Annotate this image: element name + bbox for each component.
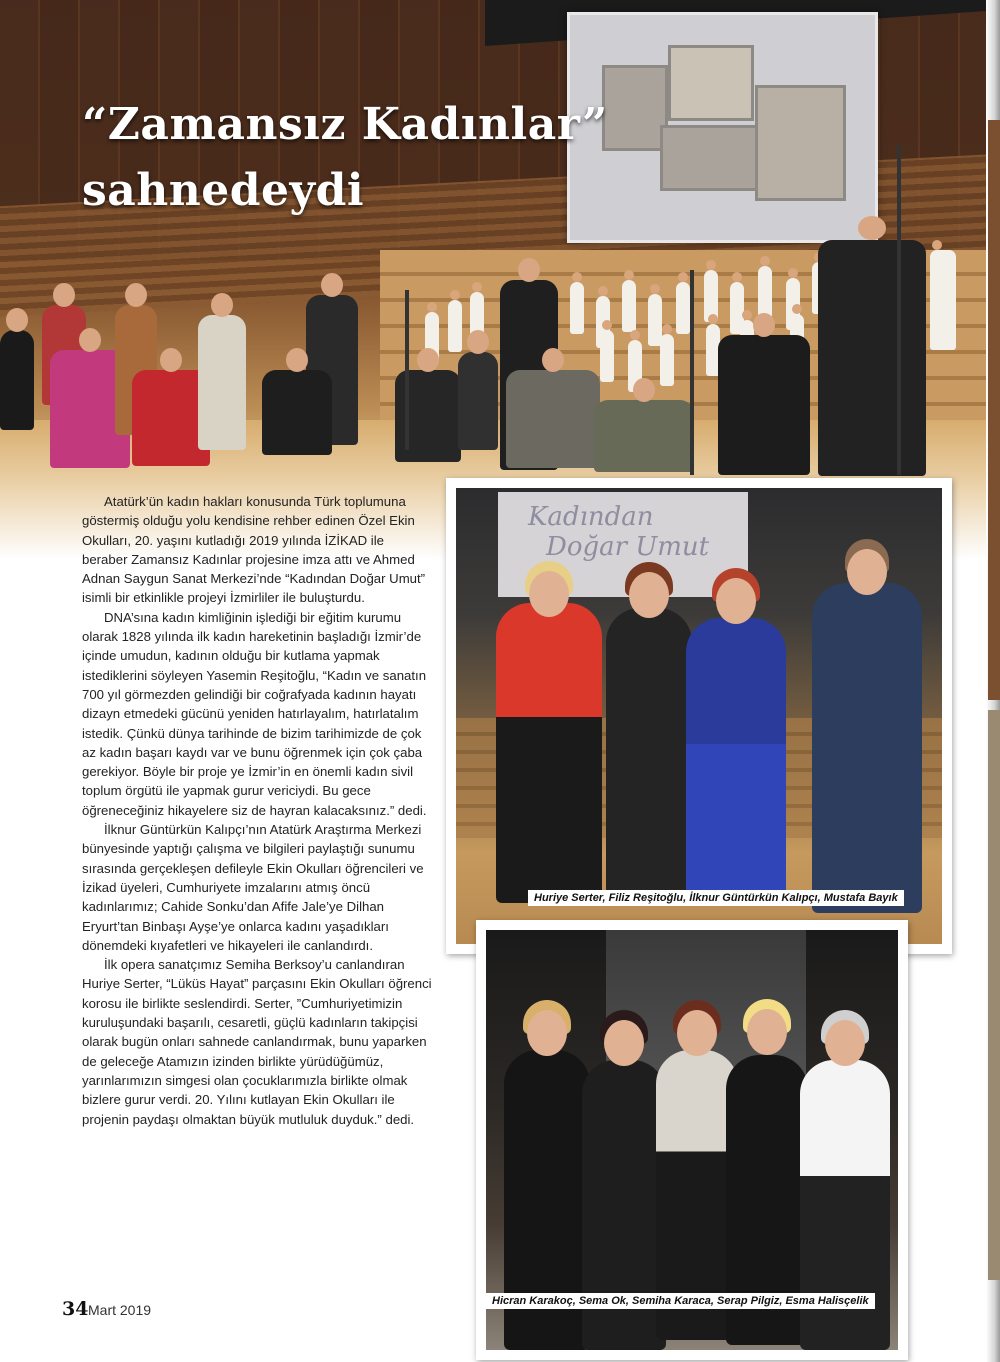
award-photo bbox=[446, 478, 952, 954]
page-number: 34 bbox=[62, 1298, 89, 1320]
mic-stand bbox=[897, 145, 901, 475]
title-line-1: “Zamansız Kadınlar” bbox=[82, 99, 608, 150]
article-paragraph: DNA’sına kadın kimliğinin işlediği bir eğitim kurumu olarak 1828 yılında ilk kadın hareketinin başladığı İzmir’de içinde umudun, kadının olduğu bir kutlama yapmak istediklerini söyleyen Yasemin Reşitoğlu, “Kadın ve sanatın 700 yıl görmezden gelindiği bir coğrafyada kadının hayatı dizayn etmedeki gücünü yeniden hatırlayalım, hatırlatalım istedik. Çünkü dünya tarihinde de bizim tarihimizde de çok az kadın başarı kaydı var ve bunu öğrenmek için çok çaba gerekiyor. Böyle bir proje ye İzmir’in en önemli kadın sivil toplum örgütü ile yapmak gurur vericiydi. Bu gece öğreneceğiniz hikayelere siz de hayran kalacaksınız.” dedi. bbox=[82, 609, 427, 818]
article-paragraph: İlk opera sanatçımız Semiha Berksoy’u canlandıran Huriye Serter, “Lüküs Hayat” parçasını Ekin Okulları öğrenci korosu ile birlikte seslendirdi. Serter, ”Cumhuriyetimizin kuruluşundaki başarılı, cesaretli, güçlü kadınların takipçisi olarak bugün onları sahnede canlandırmak, bunu yaparken de geleceğe Atamızın izinden birlikte yürüdüğümüz, yarınlarımızın simgesi olan çocuklarımızla birlikte olmak bizlere gurur verdi. 20. Yılını kutlayan Ekin Okulları ile projenin paydaşı olmaktan büyük mutluluk duyduk.” dedi. bbox=[82, 957, 432, 1127]
person bbox=[606, 608, 692, 898]
person bbox=[812, 583, 922, 913]
article-paragraph: Atatürk’ün kadın hakları konusunda Türk toplumuna göstermiş olduğu yolu kendisine rehber edinen Özel Ekin Okulları, 20. yaşını kutladığı 2019 yılında İZİKAD ile beraber Zamansız Kadınlar projesine imza attı ve Ahmed Adnan Saygun Sanat Merkezi’nde “Kadından Doğar Umut” isimli bir etkinlikle projeyi İzmirliler ile buluşturdu. bbox=[82, 494, 426, 606]
banner-text: Kadından Doğar Umut bbox=[528, 502, 710, 562]
person bbox=[496, 603, 602, 903]
mic-stand bbox=[690, 270, 694, 475]
mic-stand bbox=[405, 290, 409, 450]
title-line-2: sahnedeydi bbox=[82, 165, 365, 216]
page-title bbox=[82, 92, 608, 224]
article-paragraph: İlknur Güntürkün Kalıpçı’nın Atatürk Araştırma Merkezi bünyesinde yaptığı çalışma ve bilgileri paylaştığı sunumu sırasında gerçekleşen defileyle Ekin Okulları öğrencileri ve İzikad üyeleri, Cumhuriyete imzalarını atmış öncü kadınlarımız; Cahide Sonku’dan Afife Jale’ye Dilhan Eryurt’tan Binbaşı Ayşe’ye onlarca kadını yaşadıkları dönemdeki kıyafetleri ve hikayeleri ile canlandırdı. bbox=[82, 822, 424, 953]
photo-caption: Hicran Karakoç, Sema Ok, Semiha Karaca, Serap Pilgiz, Esma Halisçelik bbox=[486, 1293, 875, 1309]
photo-caption: Huriye Serter, Filiz Reşitoğlu, İlknur Güntürkün Kalıpçı, Mustafa Bayık bbox=[528, 890, 904, 906]
article-body bbox=[82, 492, 432, 1129]
person bbox=[686, 618, 786, 898]
projection-screen bbox=[567, 12, 878, 243]
adjacent-page-edge bbox=[988, 710, 1000, 1280]
issue-date: Mart 2019 bbox=[88, 1302, 152, 1318]
stage-photo bbox=[0, 0, 1000, 560]
adjacent-page-edge bbox=[988, 120, 1000, 700]
